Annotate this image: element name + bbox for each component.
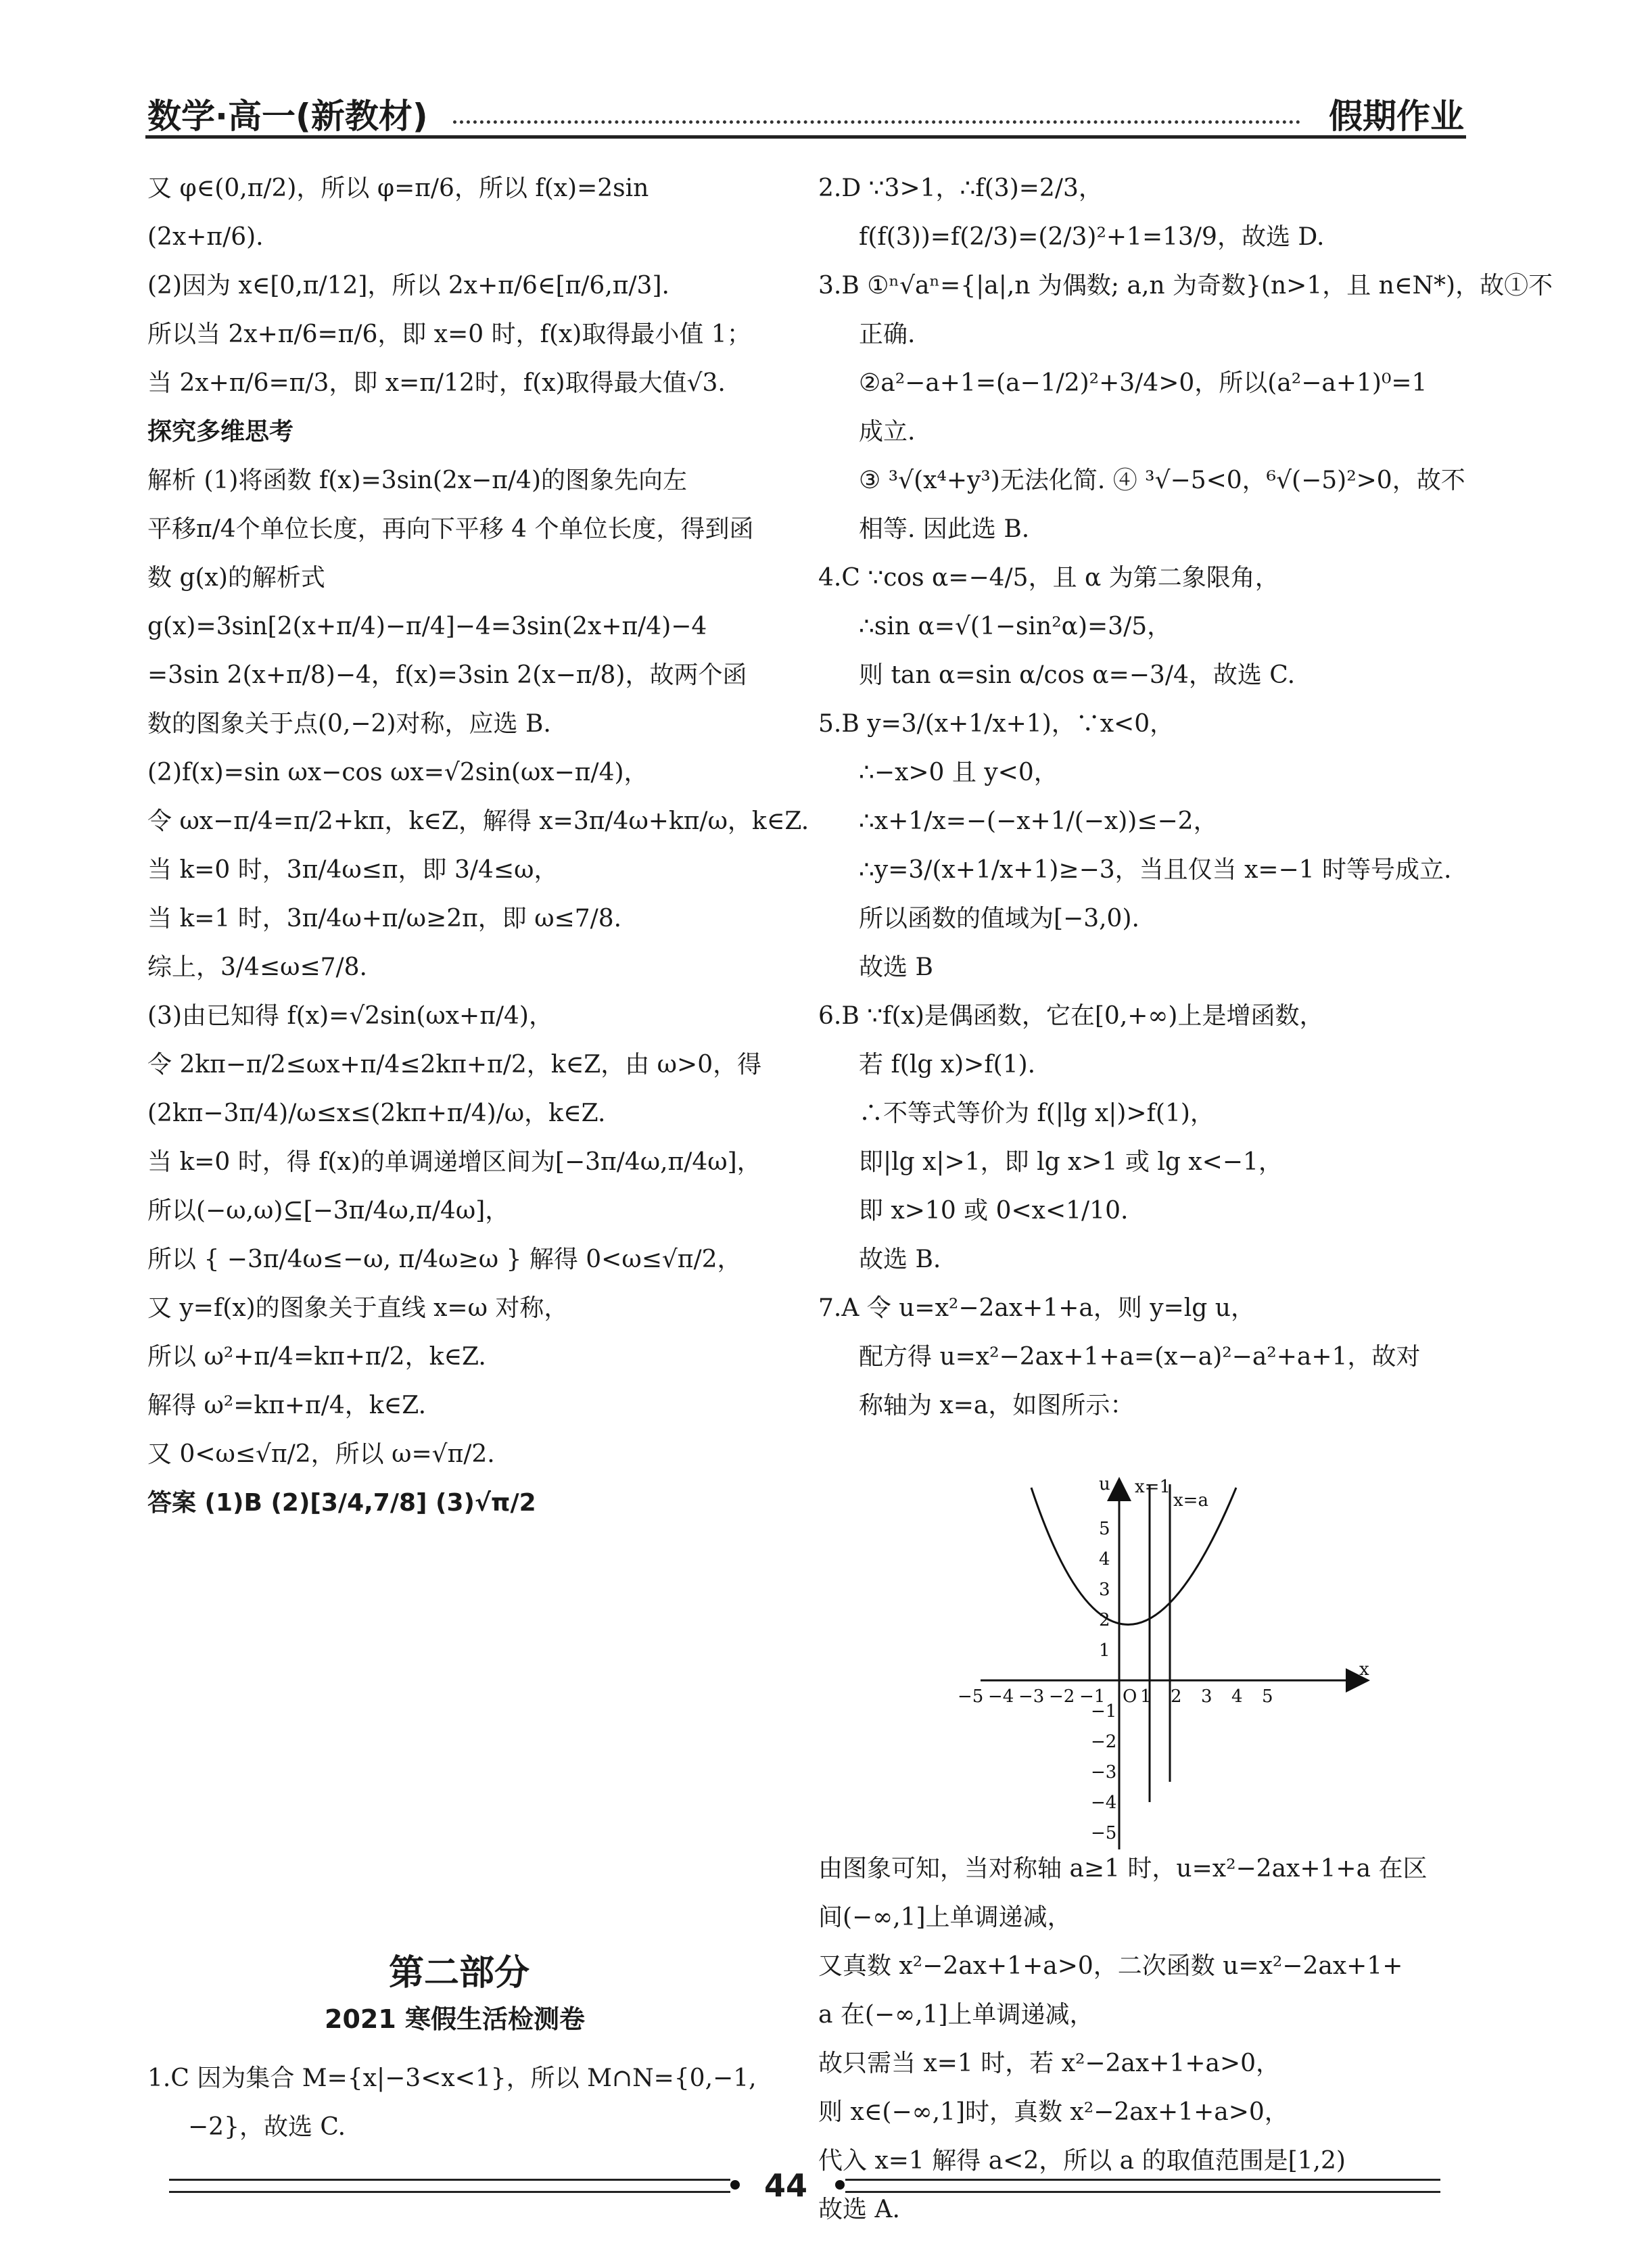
text-line: 解析 (1)将函数 f(x)=3sin(2x−π/4)的图象先向左 bbox=[147, 467, 687, 494]
text-line: 代入 x=1 解得 a<2，所以 a 的取值范围是[1,2) bbox=[818, 2147, 1346, 2175]
text-line: =3sin 2(x+π/8)−4，f(x)=3sin 2(x−π/8)，故两个函 bbox=[147, 661, 747, 689]
y-tick-label: −4 bbox=[1091, 1793, 1117, 1813]
line2-label: x=a bbox=[1173, 1490, 1208, 1511]
text-line: 1.C 因为集合 M={x|−3<x<1}，所以 M∩N={0,−1, bbox=[147, 2064, 757, 2092]
footer-rule-left-2 bbox=[169, 2191, 730, 2193]
x-tick-label: 4 bbox=[1231, 1686, 1243, 1707]
text-line: f(f(3))=f(2/3)=(2/3)²+1=13/9，故选 D. bbox=[859, 223, 1325, 251]
text-line: ∴−x>0 且 y<0， bbox=[859, 759, 1058, 786]
text-line: 即|lg x|>1，即 lg x>1 或 lg x<−1， bbox=[859, 1148, 1283, 1176]
text-line: 综上，3/4≤ω≤7/8. bbox=[147, 953, 368, 981]
text-line: 7.A 令 u=x²−2ax+1+a，则 y=lg u， bbox=[818, 1294, 1255, 1322]
text-line: 即 x>10 或 0<x<1/10. bbox=[859, 1197, 1129, 1225]
x-tick-label: −2 bbox=[1049, 1686, 1075, 1707]
text-line: 当 2x+π/6=π/3，即 x=π/12时，f(x)取得最大值√3. bbox=[147, 369, 726, 397]
right-column bbox=[818, 169, 1553, 1435]
text-line: 则 tan α=sin α/cos α=−3/4，故选 C. bbox=[859, 661, 1296, 689]
text-line: 由图象可知，当对称轴 a≥1 时，u=x²−2ax+1+a 在区 bbox=[818, 1855, 1428, 1883]
text-line: 又 y=f(x)的图象关于直线 x=ω 对称， bbox=[147, 1294, 569, 1322]
text-line: 若 f(lg x)>f(1). bbox=[859, 1051, 1036, 1079]
text-line: ∴y=3/(x+1/x+1)≥−3，当且仅当 x=−1 时等号成立. bbox=[859, 856, 1452, 884]
text-line: (2kπ−3π/4)/ω≤x≤(2kπ+π/4)/ω，k∈Z. bbox=[147, 1100, 606, 1127]
text-line: 成立. bbox=[859, 418, 916, 446]
parabola-graph bbox=[958, 1464, 1386, 1856]
text-line: a 在(−∞,1]上单调递减， bbox=[818, 2001, 1094, 2029]
text-line: 称轴为 x=a，如图所示： bbox=[859, 1392, 1135, 1419]
text-line: (2)因为 x∈[0,π/12]，所以 2x+π/6∈[π/6,π/3]. bbox=[147, 272, 669, 300]
text-line: 3.B ①ⁿ√aⁿ={|a|,n 为偶数; a,n 为奇数}(n>1，且 n∈N*)，故①不 bbox=[818, 272, 1553, 300]
answer-line: 答案 (1)B (2)[3/4,7/8] (3)√π/2 bbox=[147, 1489, 536, 1517]
text-line: ∴x+1/x=−(−x+1/(−x))≤−2， bbox=[859, 807, 1218, 835]
text-line: 故选 B bbox=[859, 953, 933, 981]
text-line: 当 k=0 时，得 f(x)的单调递增区间为[−3π/4ω,π/4ω]， bbox=[147, 1148, 761, 1176]
text-line: 所以 { −3π/4ω≤−ω, π/4ω≥ω } 解得 0<ω≤√π/2， bbox=[147, 1246, 742, 1273]
text-line: ∴不等式等价为 f(|lg x|)>f(1)， bbox=[859, 1100, 1215, 1127]
footer-dot-right bbox=[835, 2180, 845, 2190]
text-line: 间(−∞,1]上单调递减， bbox=[818, 1904, 1072, 1931]
y-axis-label: u bbox=[1099, 1474, 1110, 1494]
y-tick-label: −1 bbox=[1091, 1701, 1117, 1722]
footer-rule-left bbox=[169, 2179, 730, 2181]
y-tick-label: 1 bbox=[1099, 1640, 1110, 1661]
text-line: 2.D ∵3>1，∴f(3)=2/3， bbox=[818, 174, 1103, 202]
text-line: ∴sin α=√(1−sin²α)=3/5， bbox=[859, 613, 1172, 640]
x-tick-label: −1 bbox=[1079, 1686, 1106, 1707]
text-line: 所以函数的值域为[−3,0). bbox=[859, 905, 1139, 932]
text-line: 5.B y=3/(x+1/x+1)，∵x<0， bbox=[818, 710, 1175, 738]
y-tick-label: 3 bbox=[1099, 1580, 1110, 1600]
text-line: 正确. bbox=[859, 321, 916, 348]
header-dotted-rule bbox=[453, 120, 1300, 124]
text-line: 所以当 2x+π/6=π/6，即 x=0 时，f(x)取得最小值 1； bbox=[147, 321, 751, 348]
x-tick-label: 5 bbox=[1262, 1686, 1273, 1707]
section-subtitle-text: 2021 寒假生活检测卷 bbox=[325, 2004, 585, 2034]
text-line: 故选 B. bbox=[859, 1246, 941, 1273]
x-axis-label: x bbox=[1359, 1659, 1369, 1680]
x-tick-label: 2 bbox=[1171, 1686, 1182, 1707]
subsection-heading: 探究多维思考 bbox=[147, 418, 294, 446]
x-tick-label: −5 bbox=[958, 1686, 984, 1707]
y-tick-label: 4 bbox=[1099, 1549, 1110, 1569]
y-tick-label: −2 bbox=[1091, 1732, 1117, 1752]
header-rule bbox=[145, 135, 1466, 139]
text-line: 解得 ω²=kπ+π/4，k∈Z. bbox=[147, 1392, 427, 1419]
text-line: (2x+π/6). bbox=[147, 223, 264, 251]
text-line: 6.B ∵f(x)是偶函数，它在[0,+∞)上是增函数， bbox=[818, 1002, 1324, 1030]
footer-dot-left bbox=[730, 2180, 740, 2190]
origin-label: O bbox=[1123, 1686, 1137, 1707]
text-line: g(x)=3sin[2(x+π/4)−π/4]−4=3sin(2x+π/4)−4 bbox=[147, 613, 707, 640]
y-tick-label: 5 bbox=[1099, 1519, 1110, 1539]
y-tick-label: −3 bbox=[1091, 1762, 1117, 1782]
line1-label: x=1 bbox=[1135, 1477, 1171, 1497]
section-subtitle bbox=[325, 1998, 585, 2035]
text-line: 数的图象关于点(0,−2)对称，应选 B. bbox=[147, 710, 551, 738]
left-tail bbox=[147, 2059, 797, 2156]
text-line: 4.C ∵cos α=−4/5，且 α 为第二象限角， bbox=[818, 564, 1279, 592]
text-line: (3)由已知得 f(x)=√2sin(ωx+π/4)， bbox=[147, 1002, 553, 1030]
text-line: 数 g(x)的解析式 bbox=[147, 564, 325, 592]
text-line: 又 φ∈(0,π/2)，所以 φ=π/6，所以 f(x)=2sin bbox=[147, 174, 649, 202]
text-line: 平移π/4个单位长度，再向下平移 4 个单位长度，得到函 bbox=[147, 515, 754, 543]
left-column bbox=[147, 169, 809, 1532]
footer-rule-right bbox=[845, 2179, 1440, 2181]
text-line: 故选 A. bbox=[818, 2196, 900, 2223]
text-line: 令 2kπ−π/2≤ωx+π/4≤2kπ+π/2，k∈Z，由 ω>0，得 bbox=[147, 1051, 762, 1079]
text-line: 当 k=1 时，3π/4ω+π/ω≥2π，即 ω≤7/8. bbox=[147, 905, 622, 932]
text-line: 故只需当 x=1 时，若 x²−2ax+1+a>0， bbox=[818, 2050, 1281, 2077]
y-tick-label: −5 bbox=[1091, 1823, 1117, 1843]
header-title: 数学·高一(新教材) bbox=[147, 97, 428, 136]
x-tick-label: −4 bbox=[988, 1686, 1014, 1707]
text-line: 所以(−ω,ω)⊆[−3π/4ω,π/4ω]， bbox=[147, 1197, 510, 1225]
x-tick-label: 3 bbox=[1201, 1686, 1212, 1707]
text-line: 则 x∈(−∞,1]时，真数 x²−2ax+1+a>0， bbox=[818, 2098, 1289, 2126]
text-line: ③ ³√(x⁴+y³)无法化简. ④ ³√−5<0，⁶√(−5)²>0，故不 bbox=[859, 467, 1465, 494]
page-number: 44 bbox=[764, 2167, 808, 2204]
section-title: 第二部分 bbox=[389, 1953, 530, 1993]
text-line: 相等. 因此选 B. bbox=[859, 515, 1030, 543]
header-section-label: 假期作业 bbox=[1329, 97, 1464, 136]
text-line: −2}，故选 C. bbox=[188, 2113, 346, 2141]
text-line: 当 k=0 时，3π/4ω≤π，即 3/4≤ω， bbox=[147, 856, 559, 884]
footer-rule-right-2 bbox=[845, 2191, 1440, 2193]
text-line: 又真数 x²−2ax+1+a>0，二次函数 u=x²−2ax+1+ bbox=[818, 1952, 1403, 1980]
text-line: (2)f(x)=sin ωx−cos ωx=√2sin(ωx−π/4)， bbox=[147, 759, 649, 786]
y-tick-label: 2 bbox=[1099, 1610, 1110, 1630]
text-line: 配方得 u=x²−2ax+1+a=(x−a)²−a²+a+1，故对 bbox=[859, 1343, 1421, 1371]
text-line: 又 0<ω≤√π/2，所以 ω=√π/2. bbox=[147, 1440, 495, 1468]
x-tick-label: −3 bbox=[1018, 1686, 1045, 1707]
text-line: 令 ωx−π/4=π/2+kπ，k∈Z，解得 x=3π/4ω+kπ/ω，k∈Z. bbox=[147, 807, 809, 835]
text-line: 所以 ω²+π/4=kπ+π/2，k∈Z. bbox=[147, 1343, 486, 1371]
x-tick-label: 1 bbox=[1140, 1686, 1152, 1707]
text-line: ②a²−a+1=(a−1/2)²+3/4>0，所以(a²−a+1)⁰=1 bbox=[859, 369, 1428, 397]
